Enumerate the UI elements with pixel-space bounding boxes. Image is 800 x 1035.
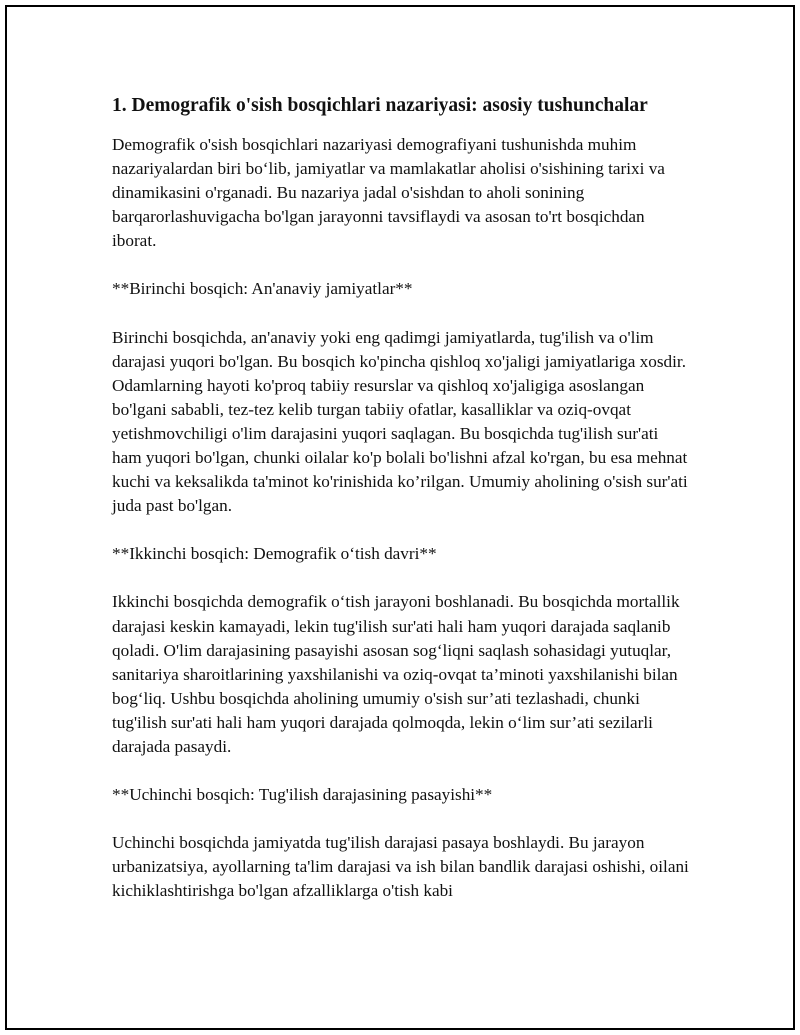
section-heading-stage-3: **Uchinchi bosqich: Tug'ilish darajasining pasayishi** [112,785,493,805]
document-title: 1. Demografik o'sish bosqichlari nazariyasi: asosiy tushunchalar [112,95,648,116]
section-heading-stage-2: **Ikkinchi bosqich: Demografik o‘tish davri** [112,544,437,564]
document-body [112,92,692,927]
paragraph-stage-3: Uchinchi bosqichda jamiyatda tug'ilish darajasi pasaya boshlaydi. Bu jarayon urbanizatsiya, ayollarning ta'lim darajasi va ish bilan bandlik darajasi oshishi, oilani kichiklashtirishga bo'lgan afzalliklarga o'tish kabi [112,833,689,901]
paragraph-stage-1: Birinchi bosqichda, an'anaviy yoki eng qadimgi jamiyatlarda, tug'ilish va o'lim darajasi yuqori bo'lgan. Bu bosqich ko'pincha qishloq xo'jaligi jamiyatlariga xosdir. Odamlarning hayoti ko'proq tabiiy resurslar va qishloq xo'jaligiga asoslangan bo'lgani sababli, tez-tez kelib turgan tabiiy ofatlar, kasalliklar va oziq-ovqat yetishmovchiligi o'lim darajasini yuqori saqlagan. Bu bosqichda tug'ilish sur'ati ham yuqori bo'lgan, chunki oilalar ko'p bolali bo'lishni afzal ko'rgan, bu esa mehnat kuchi va keksalikda ta'minot ko'rinishida ko’rilgan. Umumiy aholining o'sish sur'ati juda past bo'lgan. [112,327,688,516]
paragraph-intro: Demografik o'sish bosqichlari nazariyasi demografiyani tushunishda muhim nazariyalardan biri bo‘lib, jamiyatlar va mamlakatlar aholisi o'sishining tarixi va dinamikasini o'rganadi. Bu nazariya jadal o'sishdan to aholi sonining barqarorlashuvigacha bo'lgan jarayonni tavsiflaydi va asosan to'rt bosqichdan iborat. [112,135,665,251]
paragraph-stage-2: Ikkinchi bosqichda demografik o‘tish jarayoni boshlanadi. Bu bosqichda mortallik darajasi keskin kamayadi, lekin tug'ilish sur'ati hali ham yuqori darajada saqlanib qoladi. O'lim darajasining pasayishi asosan sog‘liqni saqlash sohasidagi yutuqlar, sanitariya sharoitlarining yaxshilanishi va oziq-ovqat ta’minoti yaxshilanishi bilan bog‘liq. Ushbu bosqichda aholining umumiy o'sish sur’ati tezlashadi, chunki tug'ilish sur'ati hali ham yuqori darajada qolmoqda, lekin o‘lim sur’ati sezilarli darajada pasaydi. [112,592,680,756]
section-heading-stage-1: **Birinchi bosqich: An'anaviy jamiyatlar** [112,279,413,299]
